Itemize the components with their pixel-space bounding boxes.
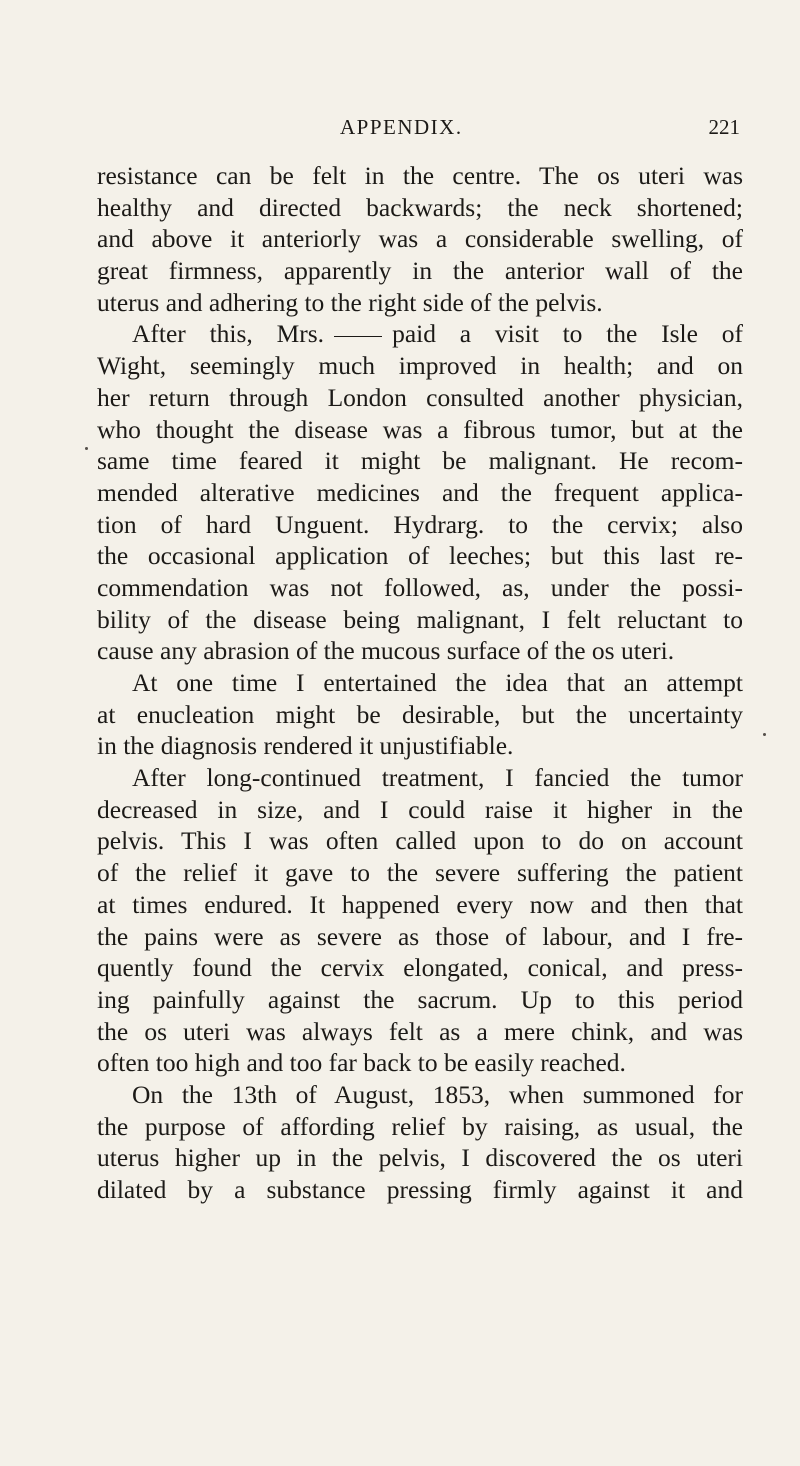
text-line xyxy=(97,318,743,350)
paper-speck xyxy=(85,447,88,450)
text-line: pelvis. This I was often called upon to do on account xyxy=(97,826,743,856)
text-line: At one time I entertained the idea that an attempt xyxy=(132,668,743,697)
text-line: and above it anteriorly was a considerable swelling, of xyxy=(97,224,743,254)
text-line: quently found the cervix elongated, conical, and press- xyxy=(97,953,743,983)
body-text xyxy=(97,160,743,1206)
running-title: APPENDIX. xyxy=(340,115,463,139)
text-line: tion of hard Unguent. Hydrarg. to the cervix; also xyxy=(97,509,743,539)
text-line: decreased in size, and I could raise it higher in the xyxy=(97,794,743,824)
text-line: healthy and directed backwards; the neck shortened; xyxy=(97,192,743,222)
text-line: in the diagnosis rendered it unjustifiable. xyxy=(97,731,514,761)
text-fragment: paid a visit to the Isle of xyxy=(392,319,743,349)
text-line: the purpose of affording relief by raising, as usual, the xyxy=(97,1111,743,1141)
text-line: the os uteri was always felt as a mere chink, and was xyxy=(97,1016,743,1046)
text-line: resistance can be felt in the centre. The os uteri was xyxy=(97,161,743,190)
page-number: 221 xyxy=(708,115,740,139)
text-line: dilated by a substance pressing firmly against it and xyxy=(97,1175,743,1204)
text-line: bility of the disease being malignant, I felt reluctant to xyxy=(97,604,743,634)
text-line: at times endured. It happened every now and then that xyxy=(97,889,743,919)
text-line: of the relief it gave to the severe suffering the patient xyxy=(97,858,743,888)
text-fragment: After this, Mrs. xyxy=(132,319,325,349)
text-line: who thought the disease was a fibrous tumor, but at the xyxy=(97,414,743,444)
name-omitted-dash xyxy=(334,336,382,337)
text-line: at enucleation might be desirable, but the uncertainty xyxy=(97,699,743,729)
text-line: often too high and too far back to be easily reached. xyxy=(97,1048,626,1078)
text-line: great firmness, apparently in the anterior wall of the xyxy=(97,256,743,286)
text-line: ing painfully against the sacrum. Up to this period xyxy=(97,984,743,1014)
text-line: same time feared it might be malignant. He recom- xyxy=(97,446,743,476)
text-line: After long-continued treatment, I fancied the tumor xyxy=(132,763,743,793)
text-line: the occasional application of leeches; but this last re- xyxy=(97,541,743,571)
text-line: mended alterative medicines and the frequent applica- xyxy=(97,477,743,507)
text-line: her return through London consulted another physician, xyxy=(97,382,743,412)
text-line: Wight, seemingly much improved in health; and on xyxy=(97,351,743,381)
text-line: uterus higher up in the pelvis, I discovered the os uteri xyxy=(97,1143,743,1173)
text-line: commendation was not followed, as, under the possi- xyxy=(97,572,743,602)
text-line: the pains were as severe as those of labour, and I fre- xyxy=(97,921,743,951)
text-line: On the 13th of August, 1853, when summoned for xyxy=(132,1079,743,1109)
text-line: uterus and adhering to the right side of the pelvis. xyxy=(97,287,603,317)
paper-speck xyxy=(763,733,766,736)
running-head xyxy=(340,115,740,141)
text-line: cause any abrasion of the mucous surface of the os uteri. xyxy=(97,636,675,666)
